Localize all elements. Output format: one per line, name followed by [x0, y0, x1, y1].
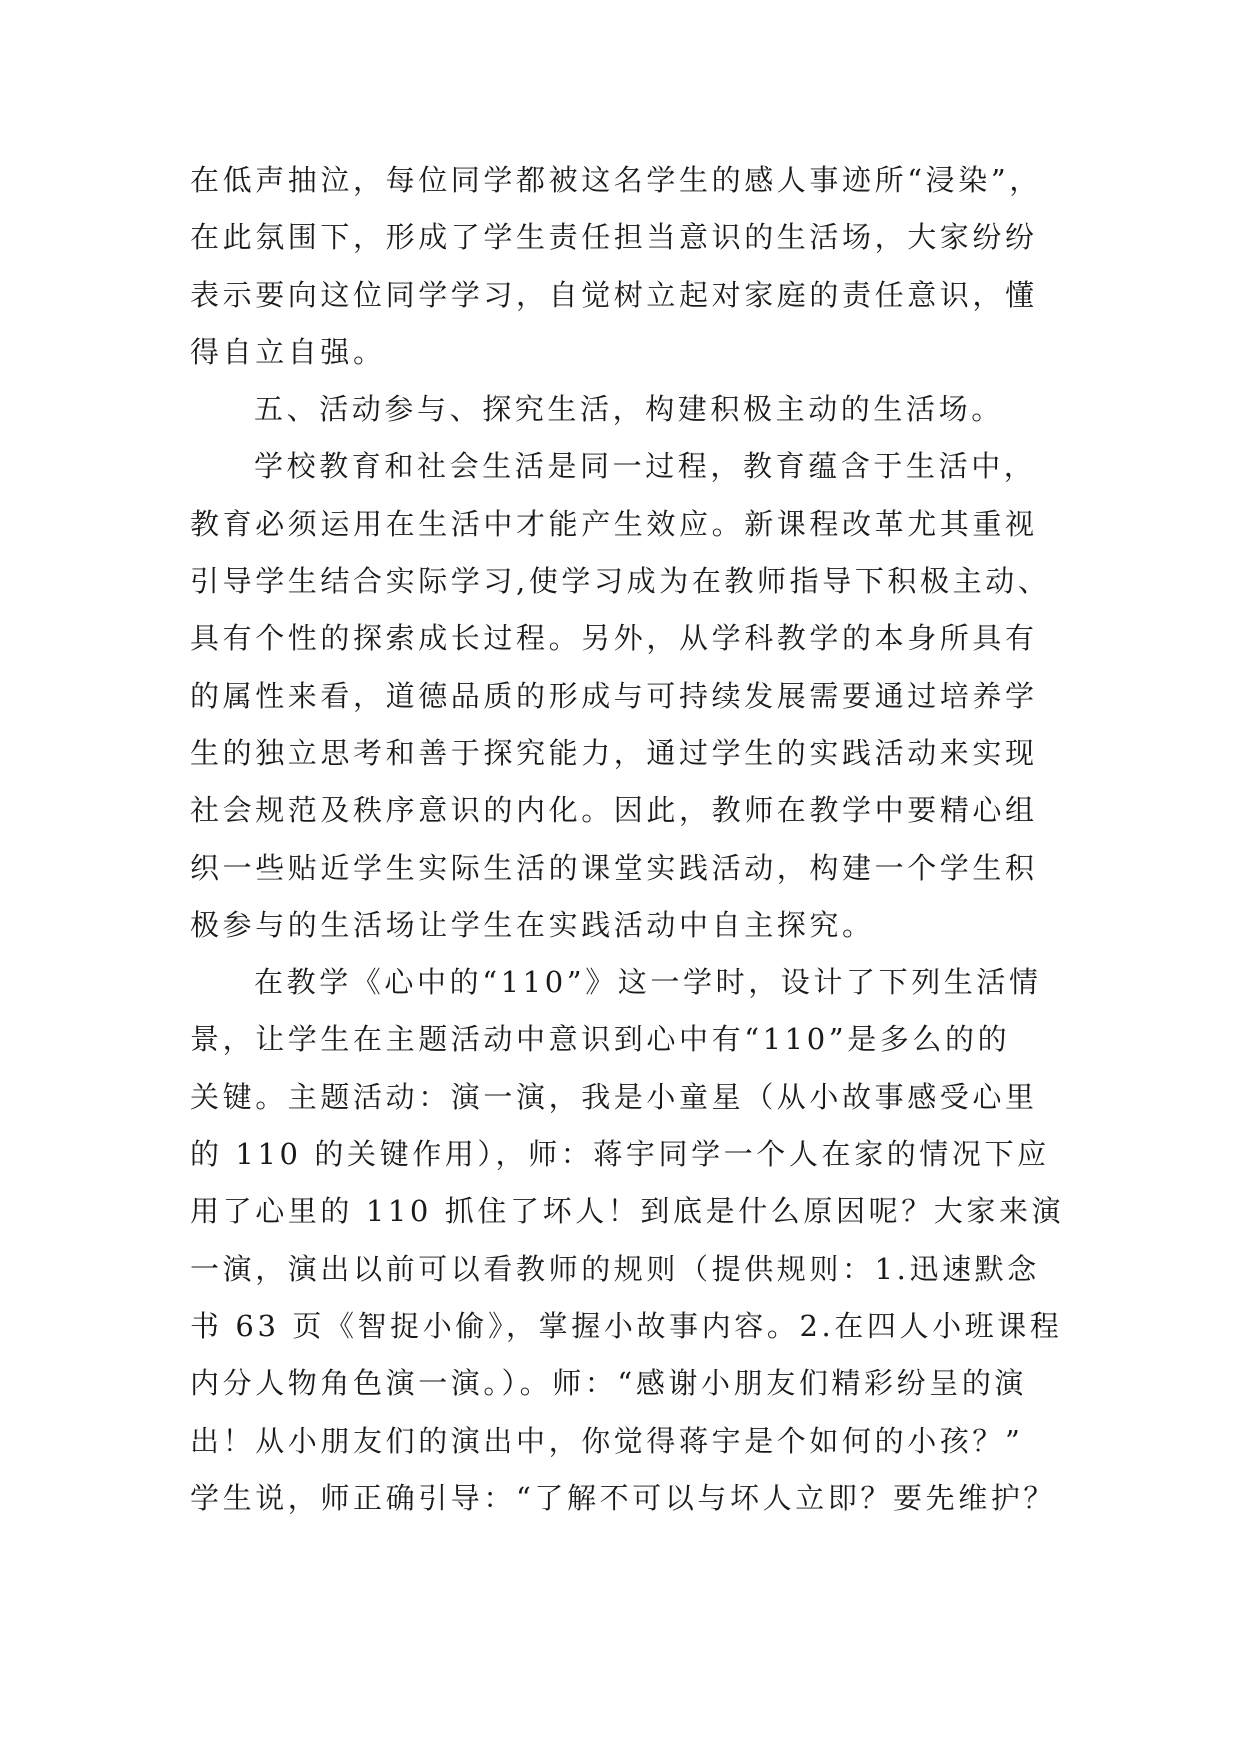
text-line: 生的独立思考和善于探究能力，通过学生的实践活动来实现	[190, 735, 1038, 770]
text-line: 极参与的生活场让学生在实践活动中自主探究。	[190, 907, 875, 942]
text-line: 引导学生结合实际学习,使学习成为在教师指导下积极主动、	[190, 564, 1051, 599]
body-text	[190, 152, 1065, 1527]
text-line: 学校教育和社会生活是同一过程，教育蕴含于生活中，	[254, 449, 1037, 484]
text-line: 的 110 的关键作用），师：蒋宇同学一个人在家的情况下应	[190, 1137, 1050, 1172]
text-line: 表示要向这位同学学习，自觉树立起对家庭的责任意识，懂	[190, 277, 1038, 312]
text-line: 的属性来看，道德品质的形成与可持续发展需要通过培养学	[190, 678, 1038, 713]
text-line: 关键。主题活动：演一演，我是小童星（从小故事感受心里	[190, 1079, 1038, 1114]
text-line: 教育必须运用在生活中才能产生效应。新课程改革尤其重视	[190, 506, 1038, 541]
text-line: 织一些贴近学生实际生活的课堂实践活动，构建一个学生积	[190, 850, 1038, 885]
text-line: 在低声抽泣，每位同学都被这名学生的感人事迹所“浸染”，	[190, 163, 1042, 197]
text-line: 用了心里的 110 抓住了坏人！到底是什么原因呢？大家来演	[190, 1194, 1065, 1229]
text-line: 出！从小朋友们的演出中，你觉得蒋宇是个如何的小孩？”	[190, 1423, 1024, 1458]
text-line: 在此氛围下，形成了学生责任担当意识的生活场，大家纷纷	[190, 220, 1038, 255]
text-line: 得自立自强。	[190, 334, 386, 369]
text-line: 具有个性的探索成长过程。另外，从学科教学的本身所具有	[190, 621, 1038, 656]
text-line: 在教学《心中的“110”》这一学时，设计了下列生活情	[254, 965, 1042, 1000]
text-line: 内分人物角色演一演。）。师：“感谢小朋友们精彩纷呈的演	[190, 1366, 1028, 1401]
text-line: 社会规范及秩序意识的内化。因此，教师在教学中要精心组	[190, 793, 1038, 828]
text-line: 景，让学生在主题活动中意识到心中有“110”是多么的的	[190, 1022, 1011, 1057]
text-line: 五、活动参与、探究生活，构建积极主动的生活场。	[254, 392, 1004, 427]
text-line: 学生说，师正确引导：“了解不可以与坏人立即？要先维护？	[190, 1480, 1057, 1515]
text-line: 书 63 页《智捉小偷》，掌握小故事内容。2.在四人小班课程	[190, 1308, 1063, 1343]
text-line: 一演，演出以前可以看教师的规则（提供规则：1.迅速默念	[190, 1251, 1040, 1286]
